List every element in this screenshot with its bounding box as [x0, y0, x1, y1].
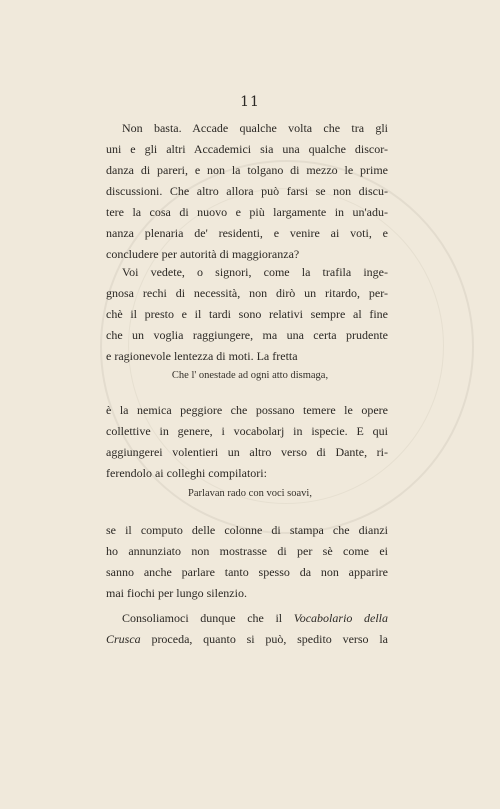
text-line: ho annunziato non mostrasse di per sè come ei: [106, 544, 388, 558]
text-line: se il computo delle colonne di stampa che dianzi: [106, 523, 388, 537]
text-run: proceda, quanto si può, spedito verso la: [140, 632, 388, 646]
text-line: è la nemica peggiore che possano temere le opere: [106, 403, 388, 417]
text-line: aggiungerei volentieri un altro verso di Dante, ri-: [106, 445, 388, 459]
text-line: danza di pareri, e non la tolgano di mezzo le prime: [106, 163, 388, 177]
text-line: gnosa rechi di necessità, non dirò un ritardo, per-: [106, 286, 388, 300]
text-run: Consoliamoci dunque che il: [122, 611, 294, 625]
paragraph-1: [106, 118, 388, 265]
paragraph-4: [106, 520, 388, 604]
text-line: Non basta. Accade qualche volta che tra gli: [122, 121, 388, 135]
text-line: uni e gli altri Accademici sia una qualche discor-: [106, 142, 388, 156]
paragraph-5: [106, 608, 388, 650]
text-line: mai fiochi per lungo silenzio.: [106, 586, 247, 600]
text-line: Voi vedete, o signori, come la trafila inge-: [122, 265, 388, 279]
book-title-italic: Crusca: [106, 632, 141, 646]
paragraph-3: [106, 400, 388, 484]
dante-quote-1: Che l' onestade ad ogni atto dismaga,: [171, 370, 329, 381]
text-line: chè il presto e il tardi sono relativi sempre al fine: [106, 307, 388, 321]
text-line: [106, 629, 388, 650]
text-line: ferendolo ai colleghi compilatori:: [106, 466, 267, 480]
text-line: e ragionevole lentezza di moti. La fretta: [106, 349, 298, 363]
text-line: tere la cosa di nuovo e più largamente in un'adu-: [106, 205, 388, 219]
paragraph-2: [106, 262, 388, 367]
text-line: che un voglia raggiungere, ma una certa prudente: [106, 328, 388, 342]
text-line: collettive in genere, i vocabolarj in ispecie. E qui: [106, 424, 388, 438]
page-number: 11: [240, 94, 260, 110]
text-line: concludere per autorità di maggioranza?: [106, 247, 300, 261]
dante-quote-2: Parlavan rado con voci soavi,: [188, 488, 312, 499]
text-line: [106, 608, 388, 629]
text-line: sanno anche parlare tanto spesso da non apparire: [106, 565, 388, 579]
text-line: nanza plenaria de' residenti, e venire ai voti, e: [106, 226, 388, 240]
text-line: discussioni. Che altro allora può farsi se non discu-: [106, 184, 388, 198]
book-title-italic: Vocabolario della: [293, 611, 388, 625]
